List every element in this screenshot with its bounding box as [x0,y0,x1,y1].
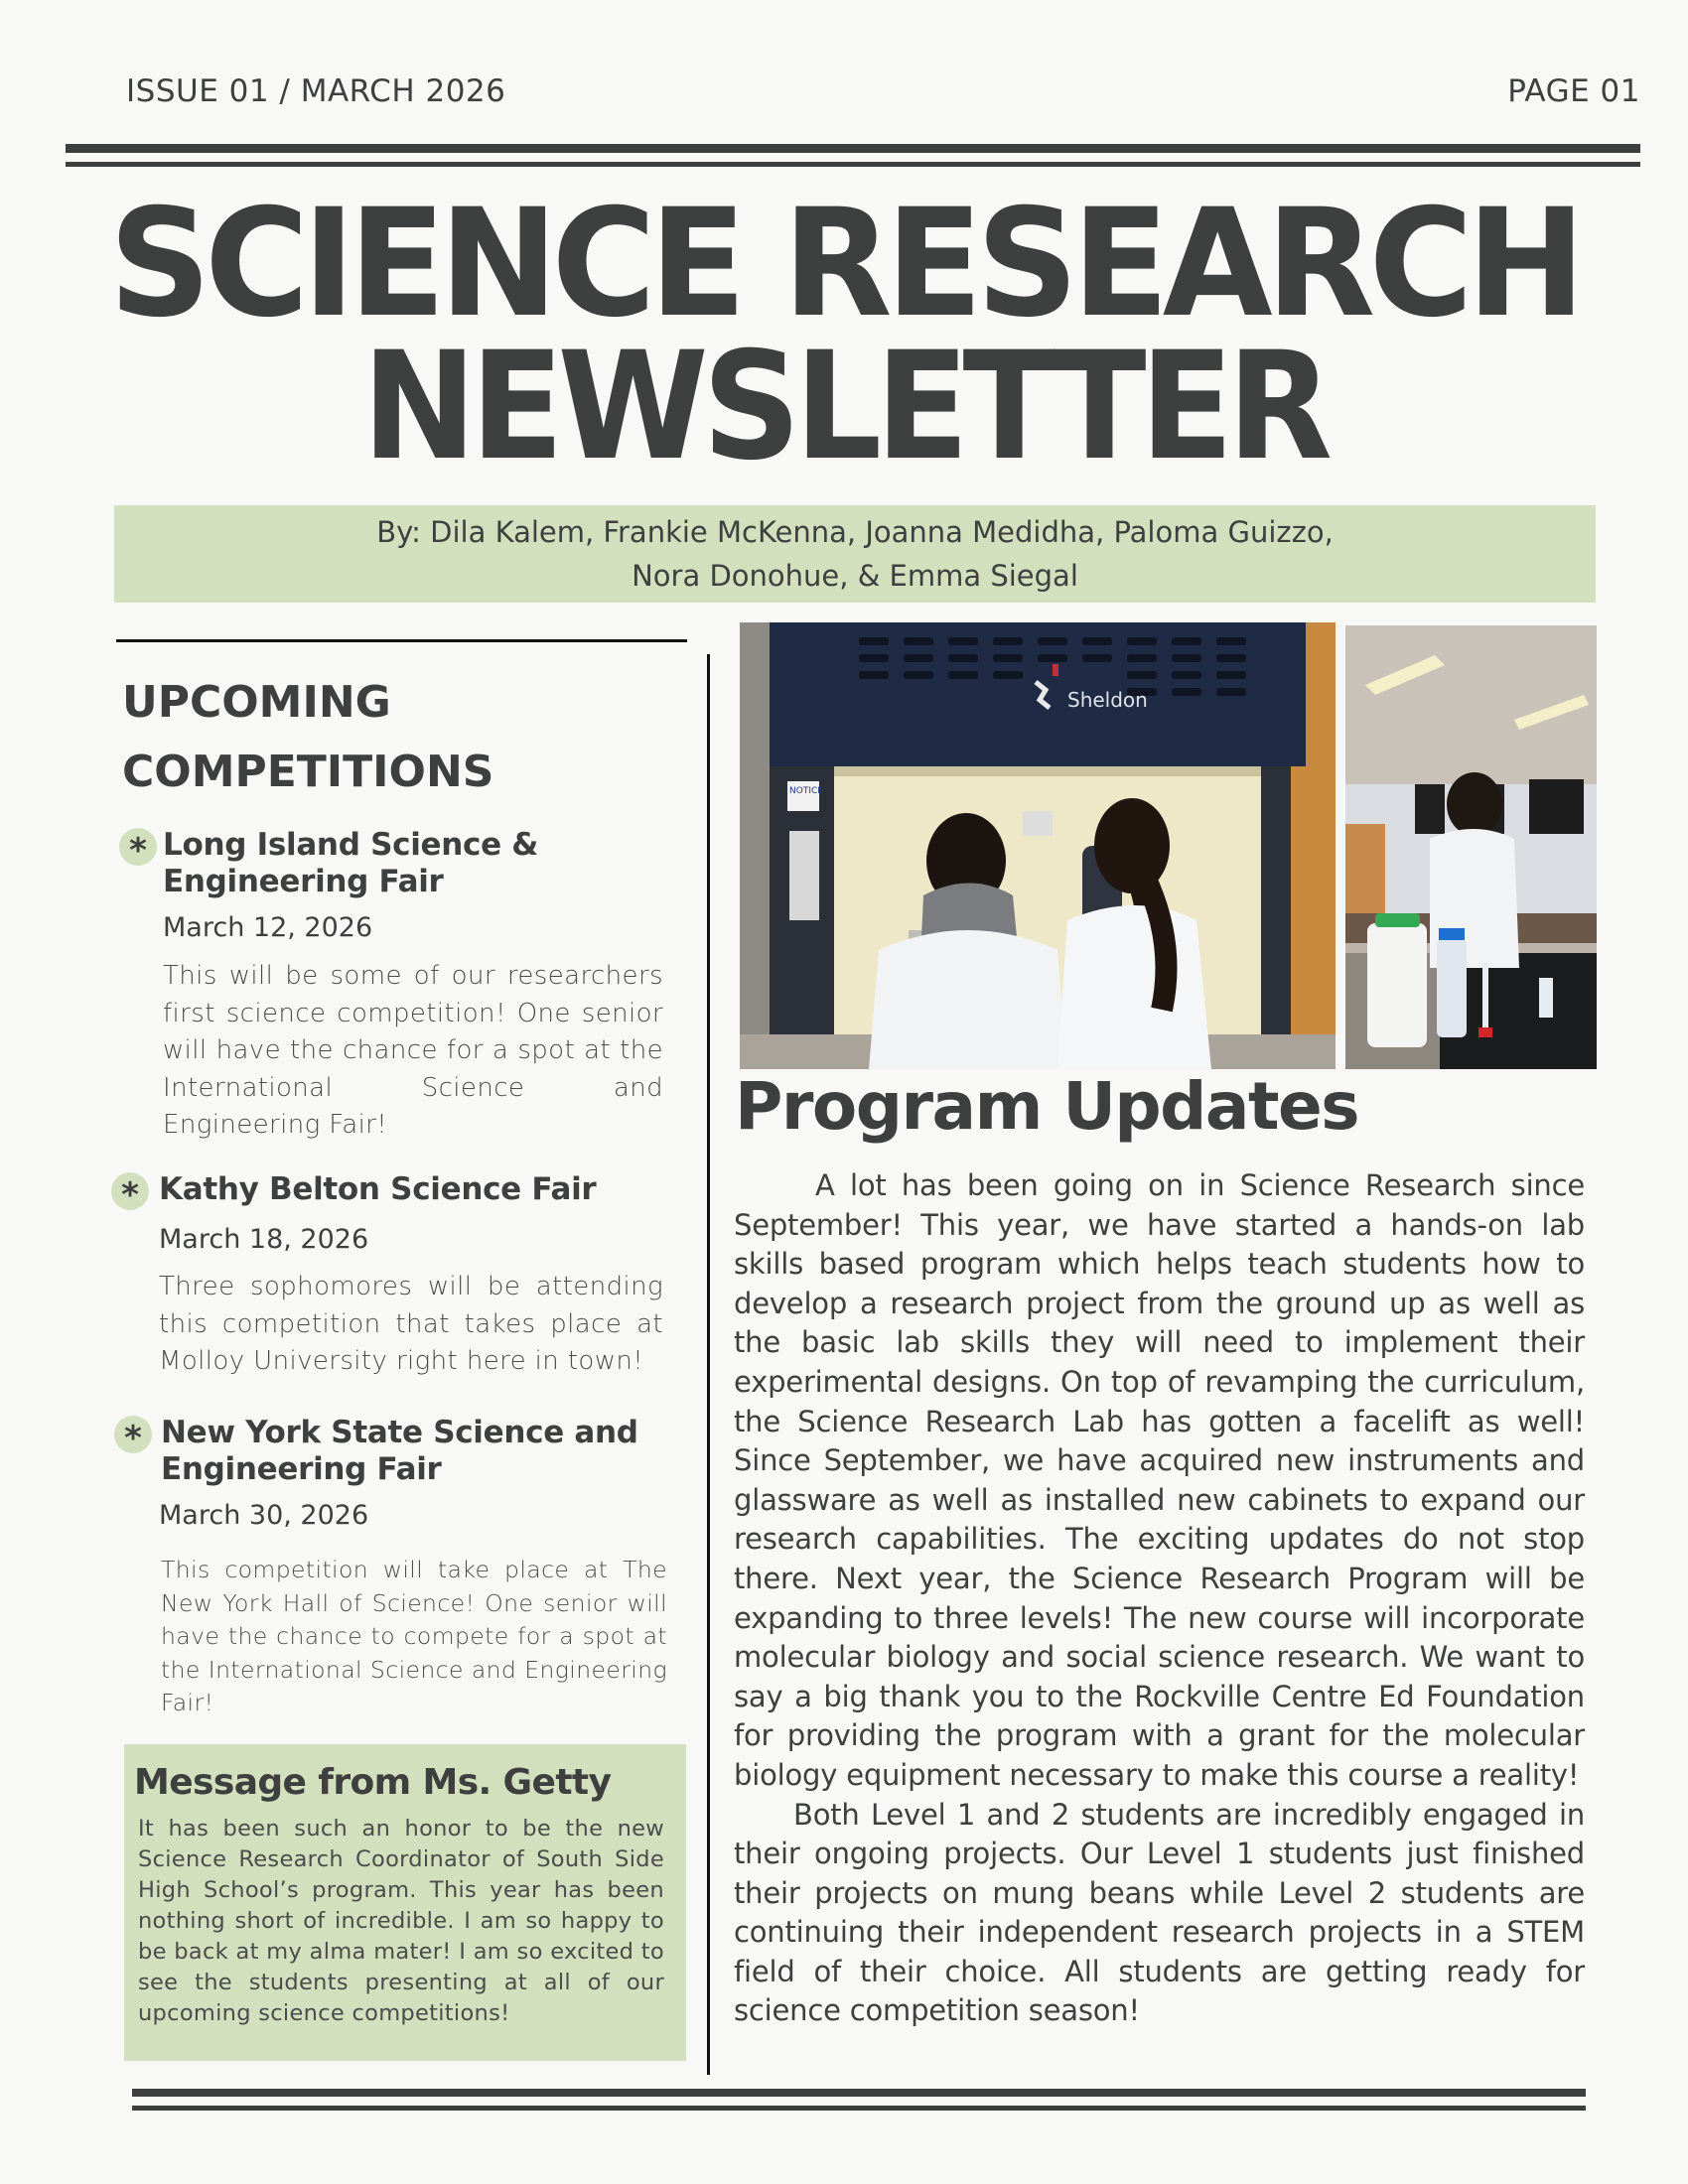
header-rule-thick [66,144,1640,153]
competition-title [163,827,538,900]
byline-line2: Nora Donohue, & Emma Siegal [632,559,1078,593]
heading-line2: COMPETITIONS [122,747,494,797]
lab-photo-bench [1345,625,1597,1069]
program-updates-title: Program Updates [735,1068,1359,1145]
asterisk-icon: * [111,1172,149,1210]
competition-title-line1: New York State Science and [161,1415,638,1450]
competition-description: This competition will take place at The New York Hall of Science! One senior will have the chance to compete for a spot at the International Science and Engineering Fair! [161,1556,667,1716]
competition-title-line2: Engineering Fair [161,1451,442,1487]
notice-sign: NOTICE [789,786,823,796]
masthead-title-line2: NEWSLETTER [361,321,1327,493]
competition-date: March 30, 2026 [159,1500,369,1531]
issue-label: ISSUE 01 / MARCH 2026 [126,73,506,109]
competition-date: March 12, 2026 [163,912,373,943]
competition-title-line1: Kathy Belton Science Fair [159,1171,597,1207]
message-body: It has been such an honor to be the new Science Research Coordinator of South Side High School’s program. This year has been nothing short of incredible. I am so happy to be back at my alma mater! I am so excited to see the students presenting at all of our upcoming science competitions! [138,1816,664,2026]
competition-title [161,1415,638,1488]
upcoming-competitions-heading [122,668,493,807]
asterisk-icon: * [114,1416,152,1453]
byline-banner [114,505,1596,603]
header-rule-thin [66,162,1640,167]
program-paragraph: Both Level 1 and 2 students are incredibly engaged in their ongoing projects. Our Level 1 students just finished their projects on mung beans while Level 2 students are continuing their independent research projects in a STEM field of their choice. All students are getting ready for science competition season! [734,1797,1585,2028]
lab-photo-fume-hood [740,622,1336,1069]
byline-line1: By: Dila Kalem, Frankie McKenna, Joanna Medidha, Paloma Guizzo, [376,515,1334,549]
asterisk-icon: * [119,828,157,866]
program-paragraph: A lot has been going on in Science Research since September! This year, we have started a hands-on lab skills based program which helps teach students how to develop a research project from the ground up as well as the basic lab skills they will need to implement their experimental designs. On top of revamping the curriculum, the Science Research Lab has gotten a facelift as well! Since September, we have acquired new instruments and glassware as well as installed new cabinets to expand our research capabilities. The exciting updates do not stop there. Next year, the Science Research Program will be expanding to three levels! The new course will incorporate molecular biology and social science research. We want to say a big thank you to the Rockville Centre Ed Foundation for providing the program with a grant for the molecular biology equipment necessary to make this course a reality! [734,1168,1585,1792]
column-divider [707,654,710,2075]
fume-hood-brand: Sheldon [1067,688,1148,712]
competition-description: Three sophomores will be attending this competition that takes place at Molloy University right here in town! [159,1272,663,1376]
program-updates-body [734,1166,1585,2031]
footer-rule-thick [132,2089,1586,2097]
competition-title [159,1171,596,1208]
competition-description: This will be some of our researchers first science competition! One senior will have the chance for a spot at the International Science and Engineering Fair! [163,961,663,1140]
heading-line1: UPCOMING [122,677,391,728]
competition-title-line2: Engineering Fair [163,864,444,899]
footer-rule-thin [132,2106,1586,2111]
message-title: Message from Ms. Getty [134,1762,612,1803]
competition-title-line1: Long Island Science & [163,827,539,863]
page-number: PAGE 01 [1507,73,1640,109]
competition-date: March 18, 2026 [159,1224,369,1255]
left-column-rule [116,639,687,642]
masthead-title-line1: SCIENCE RESEARCH [108,178,1580,350]
message-box [124,1744,686,2061]
